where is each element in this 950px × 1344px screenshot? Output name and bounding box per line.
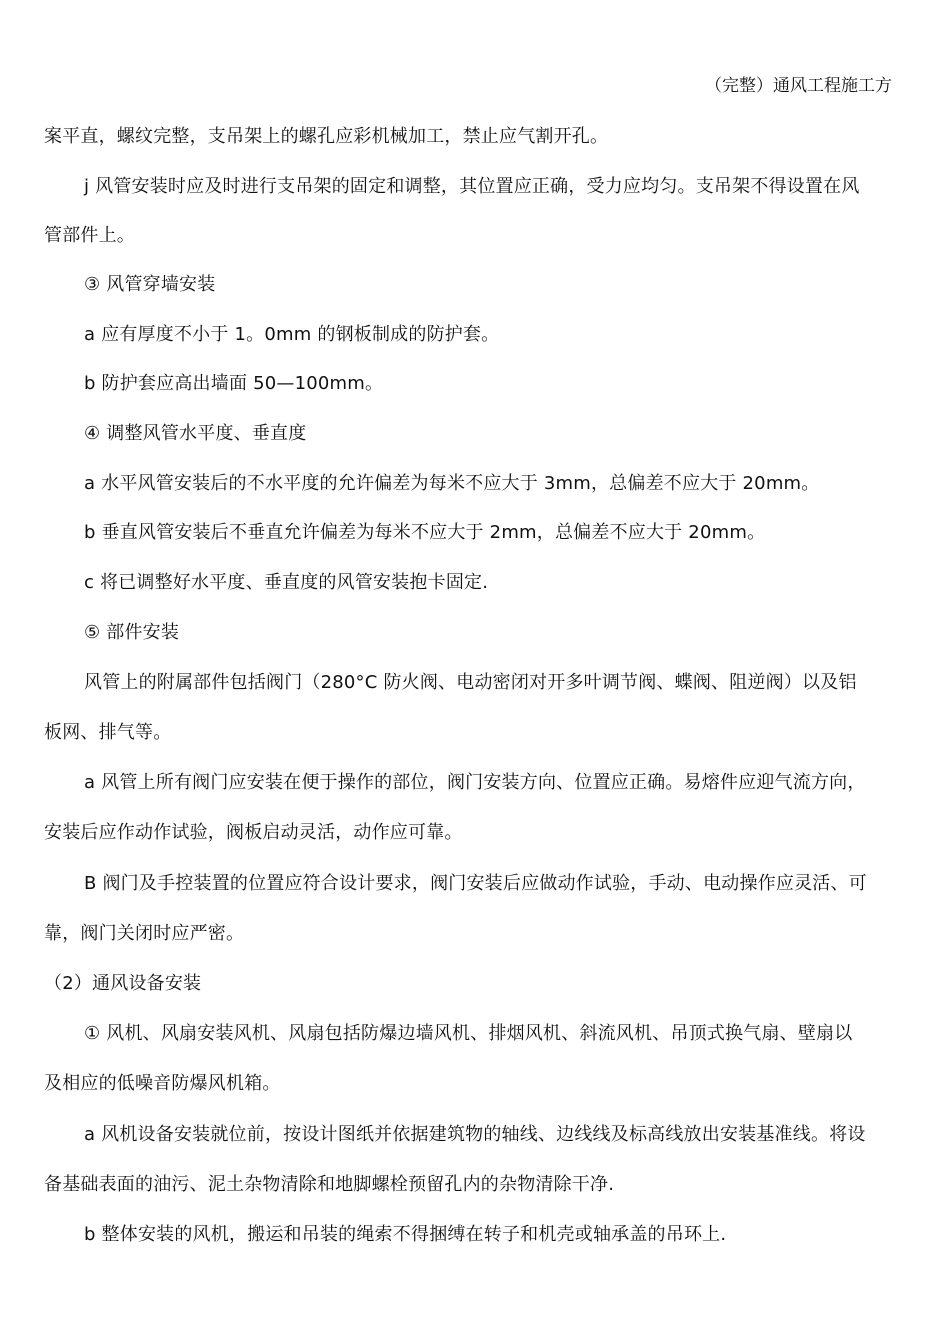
text-line: 板网、排气等。 — [44, 722, 172, 743]
page-header-title: （完整）通风工程施工方 — [705, 76, 892, 96]
text-line: a 风管上所有阀门应安装在便于操作的部位，阀门安装方向、位置应正确。易熔件应迎气流方向， — [84, 772, 866, 793]
text-line: 靠，阀门关闭时应严密。 — [44, 923, 245, 944]
text-line: 风管上的附属部件包括阀门（280°C 防火阀、电动密闭对开多叶调节阀、蝶阀、阻逆阀）以及铝 — [84, 672, 857, 693]
text-line: 及相应的低噪音防爆风机箱。 — [44, 1073, 281, 1094]
text-line: b 垂直风管安装后不垂直允许偏差为每米不应大于 2mm，总偏差不应大于 20mm。 — [84, 522, 766, 543]
text-line: a 风机设备安装就位前，按设计图纸并依据建筑物的轴线、边线线及标高线放出安装基准线。将设 — [84, 1124, 866, 1145]
text-line: b 防护套应高出墙面 50—100mm。 — [84, 373, 384, 394]
text-line: 安装后应作动作试验，阀板启动灵活，动作应可靠。 — [44, 822, 463, 843]
text-line: a 应有厚度不小于 1。0mm 的钢板制成的防护套。 — [84, 324, 500, 345]
section-heading: ③ 风管穿墙安装 — [84, 274, 216, 295]
text-line: B 阀门及手控装置的位置应符合设计要求，阀门安装后应做动作试验，手动、电动操作应灵活、可 — [84, 873, 867, 894]
section-heading: ④ 调整风管水平度、垂直度 — [84, 423, 307, 444]
text-line: 备基础表面的油污、泥土杂物清除和地脚螺栓预留孔内的杂物清除干净. — [44, 1174, 615, 1195]
text-line: 管部件上。 — [44, 225, 135, 246]
section-heading: ⑤ 部件安装 — [84, 622, 180, 643]
text-line: j 风管安装时应及时进行支吊架的固定和调整，其位置应正确，受力应均匀。支吊架不得设置在风 — [84, 176, 860, 197]
text-line: 案平直，螺纹完整，支吊架上的螺孔应彩机械加工，禁止应气割开孔。 — [44, 126, 609, 147]
text-line: ① 风机、风扇安装风机、风扇包括防爆边墙风机、排烟风机、斜流风机、吊顶式换气扇、壁扇以 — [84, 1023, 853, 1044]
text-line: c 将已调整好水平度、垂直度的风管安装抱卡固定. — [84, 572, 489, 593]
section-heading: （2）通风设备安装 — [44, 973, 202, 994]
text-line: b 整体安装的风机，搬运和吊装的绳索不得捆缚在转子和机壳或轴承盖的吊环上. — [84, 1224, 727, 1245]
text-line: a 水平风管安装后的不水平度的允许偏差为每米不应大于 3mm，总偏差不应大于 20mm。 — [84, 473, 820, 494]
